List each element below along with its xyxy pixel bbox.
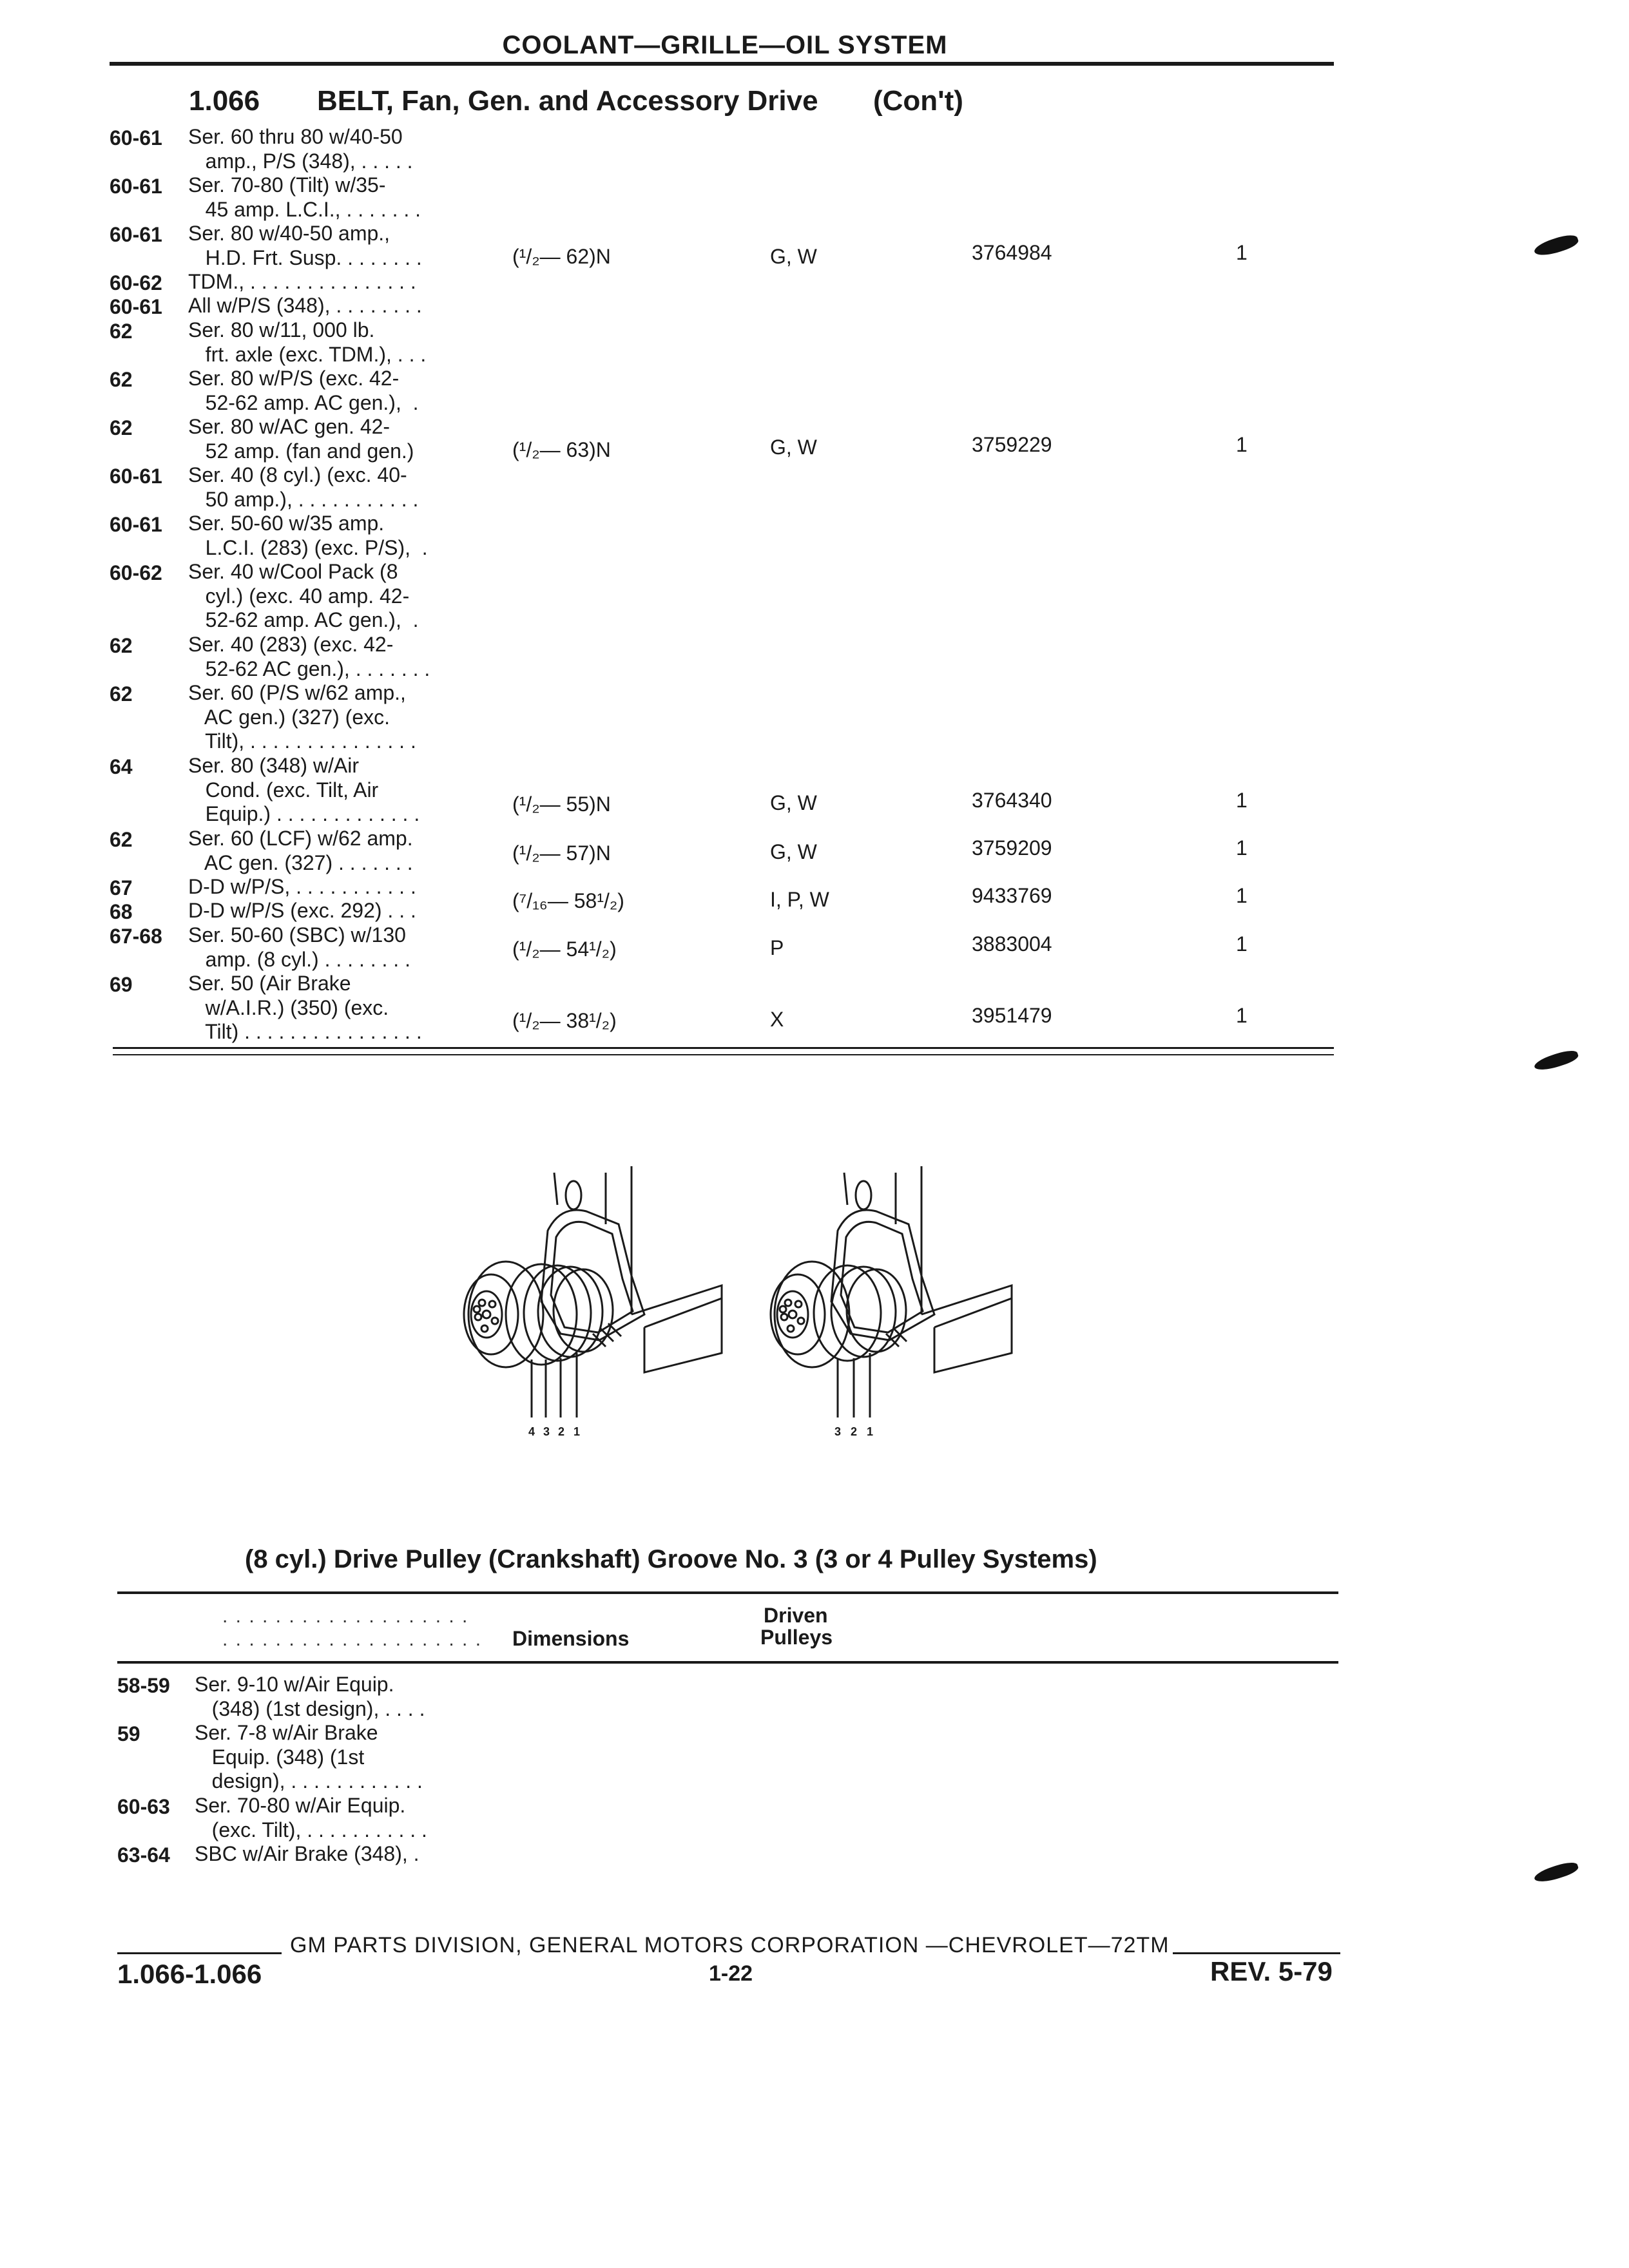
row-part-number: 9433769 xyxy=(972,884,1052,907)
bottom-table-header-rule xyxy=(117,1661,1338,1664)
pulley-diagram xyxy=(451,1160,1160,1450)
row-description: Ser. 50-60 (SBC) w/130 amp. (8 cyl.) . . . . . . . . xyxy=(188,923,410,971)
row-year: 62 xyxy=(110,828,133,851)
figure-label: 2 xyxy=(851,1425,858,1438)
figure-label: 4 xyxy=(528,1425,535,1438)
row-year: 67-68 xyxy=(110,925,162,948)
row-year: 60-61 xyxy=(110,223,162,246)
figure-label: 3 xyxy=(834,1425,842,1438)
row-dimensions: (¹/₂— 55)N xyxy=(512,793,611,816)
row-part-number: 3764340 xyxy=(972,789,1052,812)
footer-rule-right xyxy=(1173,1952,1340,1954)
row-description: Ser. 50 (Air Brake w/A.I.R.) (350) (exc. Tilt) . . . . . . . . . . . . . . . . xyxy=(188,972,422,1044)
row-year: 62 xyxy=(110,320,133,343)
row-pulleys: G, W xyxy=(770,436,817,459)
header-leader-dots: . . . . . . . . . . . . . . . . . . . . xyxy=(222,1629,483,1650)
footer-page-number: 1-22 xyxy=(709,1961,753,1986)
row-description: Ser. 40 (8 cyl.) (exc. 40- 50 amp.), . . . . . . . . . . . xyxy=(188,463,419,511)
section-title: BELT, Fan, Gen. and Accessory Drive xyxy=(317,85,818,117)
row-year: 60-61 xyxy=(110,295,162,318)
pulley-left-icon xyxy=(464,1166,722,1418)
row-description: Ser. 60 (LCF) w/62 amp. AC gen. (327) . . . . . . . xyxy=(188,827,413,874)
binder-mark xyxy=(1533,1048,1580,1074)
pulley-right-icon xyxy=(771,1166,1012,1418)
row-quantity: 1 xyxy=(1236,884,1248,907)
row-part-number: 3883004 xyxy=(972,932,1052,956)
row-description: Ser. 7-8 w/Air Brake Equip. (348) (1st design), . . . . . . . . . . . . xyxy=(195,1721,423,1793)
header-leader-dots: . . . . . . . . . . . . . . . . . . . xyxy=(222,1606,469,1627)
footer-revision: REV. 5-79 xyxy=(1210,1956,1333,1986)
row-dimensions: (¹/₂— 62)N xyxy=(512,245,611,268)
row-year: 60-61 xyxy=(110,175,162,198)
footer-publisher: GM PARTS DIVISION, GENERAL MOTORS CORPORATION —CHEVROLET—72TM xyxy=(290,1933,1170,1957)
row-dimensions: (¹/₂— 63)N xyxy=(512,438,611,461)
row-description: D-D w/P/S (exc. 292) . . . xyxy=(188,899,416,922)
row-year: 60-62 xyxy=(110,561,162,584)
row-quantity: 1 xyxy=(1236,241,1248,264)
column-header-dimensions: Dimensions xyxy=(512,1627,630,1650)
figure-label: 2 xyxy=(558,1425,565,1438)
row-quantity: 1 xyxy=(1236,789,1248,812)
row-description: Ser. 40 w/Cool Pack (8 cyl.) (exc. 40 amp. 42- 52-62 amp. AC gen.), . xyxy=(188,560,419,632)
table-bottom-rule xyxy=(113,1047,1334,1049)
footer-rule-left xyxy=(117,1952,282,1954)
row-year: 62 xyxy=(110,416,133,439)
figure-label: 1 xyxy=(574,1425,581,1438)
row-description: D-D w/P/S, . . . . . . . . . . . xyxy=(188,875,416,898)
bottom-table-top-rule xyxy=(117,1591,1338,1594)
row-pulleys: G, W xyxy=(770,840,817,863)
row-year: 67 xyxy=(110,876,133,899)
row-dimensions: (¹/₂— 38¹/₂) xyxy=(512,1009,617,1032)
row-year: 60-62 xyxy=(110,271,162,294)
row-description: Ser. 60 (P/S w/62 amp., AC gen.) (327) (exc. Tilt), . . . . . . . . . . . . . . . xyxy=(188,681,416,753)
row-year: 62 xyxy=(110,682,133,706)
header-rule xyxy=(110,62,1334,66)
column-header-pulleys: Pulleys xyxy=(760,1626,833,1649)
row-pulleys: G, W xyxy=(770,245,817,268)
footer-section-range: 1.066-1.066 xyxy=(117,1959,262,1989)
row-description: Ser. 70-80 w/Air Equip. (exc. Tilt), . . . . . . . . . . . xyxy=(195,1794,427,1841)
row-quantity: 1 xyxy=(1236,433,1248,456)
row-description: Ser. 60 thru 80 w/40-50 amp., P/S (348), . . . . . xyxy=(188,125,413,173)
row-pulleys: G, W xyxy=(770,791,817,814)
row-description: Ser. 80 (348) w/Air Cond. (exc. Tilt, Air Equip.) . . . . . . . . . . . . . xyxy=(188,754,420,826)
row-year: 62 xyxy=(110,634,133,657)
bottom-section-title: (8 cyl.) Drive Pulley (Crankshaft) Groove No. 3 (3 or 4 Pulley Systems) xyxy=(245,1545,1097,1573)
row-description: All w/P/S (348), . . . . . . . . xyxy=(188,294,422,317)
row-year: 69 xyxy=(110,973,133,996)
row-description: Ser. 9-10 w/Air Equip. (348) (1st design), . . . . xyxy=(195,1673,425,1720)
row-year: 58-59 xyxy=(117,1674,170,1697)
binder-mark xyxy=(1532,232,1579,260)
row-year: 60-61 xyxy=(110,513,162,536)
row-quantity: 1 xyxy=(1236,932,1248,956)
row-description: Ser. 70-80 (Tilt) w/35- 45 amp. L.C.I., . . . . . . . xyxy=(188,173,421,221)
row-year: 62 xyxy=(110,368,133,391)
section-continued: (Con't) xyxy=(873,85,963,117)
row-year: 64 xyxy=(110,755,133,778)
row-description: SBC w/Air Brake (348), . xyxy=(195,1842,419,1865)
row-quantity: 1 xyxy=(1236,1004,1248,1027)
row-quantity: 1 xyxy=(1236,836,1248,860)
column-header-driven: Driven xyxy=(764,1604,828,1627)
row-description: Ser. 40 (283) (exc. 42- 52-62 AC gen.), . . . . . . . xyxy=(188,633,430,680)
row-description: Ser. 80 w/P/S (exc. 42- 52-62 amp. AC gen.), . xyxy=(188,367,419,414)
row-dimensions: (⁷/₁₆— 58¹/₂) xyxy=(512,889,624,912)
row-part-number: 3759229 xyxy=(972,433,1052,456)
table-bottom-rule xyxy=(113,1054,1334,1055)
binder-mark xyxy=(1533,1860,1580,1886)
row-description: TDM., . . . . . . . . . . . . . . . xyxy=(188,270,416,293)
row-year: 68 xyxy=(110,900,133,923)
row-dimensions: (¹/₂— 54¹/₂) xyxy=(512,937,617,961)
row-description: Ser. 80 w/40-50 amp., H.D. Frt. Susp. . . . . . . . xyxy=(188,222,422,269)
row-pulleys: I, P, W xyxy=(770,888,829,911)
row-year: 59 xyxy=(117,1722,140,1745)
row-description: Ser. 50-60 w/35 amp. L.C.I. (283) (exc. P/S), . xyxy=(188,512,428,559)
section-number: 1.066 xyxy=(189,85,260,117)
figure-label: 1 xyxy=(867,1425,874,1438)
row-year: 60-61 xyxy=(110,126,162,149)
page-title: COOLANT—GRILLE—OIL SYSTEM xyxy=(502,31,948,59)
row-year: 63-64 xyxy=(117,1843,170,1867)
row-pulleys: P xyxy=(770,936,784,959)
row-part-number: 3764984 xyxy=(972,241,1052,264)
row-pulleys: X xyxy=(770,1008,784,1031)
row-description: Ser. 80 w/11, 000 lb. frt. axle (exc. TDM.), . . . xyxy=(188,318,427,366)
row-description: Ser. 80 w/AC gen. 42- 52 amp. (fan and gen.) xyxy=(188,415,414,463)
figure-label: 3 xyxy=(543,1425,550,1438)
row-part-number: 3759209 xyxy=(972,836,1052,860)
row-part-number: 3951479 xyxy=(972,1004,1052,1027)
row-year: 60-61 xyxy=(110,465,162,488)
row-dimensions: (¹/₂— 57)N xyxy=(512,841,611,865)
row-year: 60-63 xyxy=(117,1795,170,1818)
